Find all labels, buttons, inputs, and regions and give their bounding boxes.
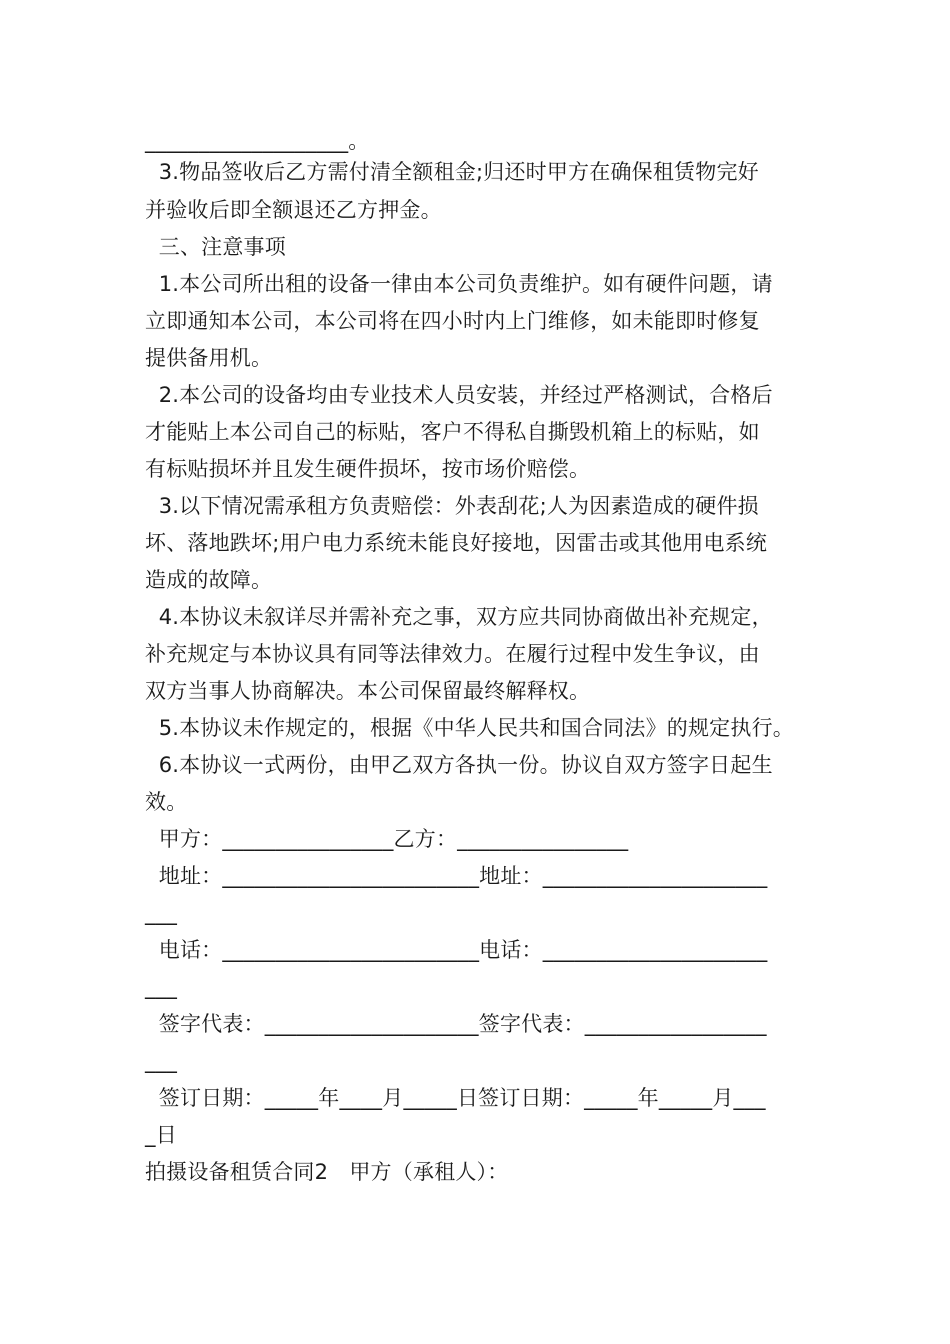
text-line: 双方当事人协商解决。本公司保留最终解释权。	[145, 679, 591, 703]
text-line: 3.以下情况需承租方负责赔偿：外表刮花;人为因素造成的硬件损	[145, 494, 759, 518]
text-line: ___________________。	[145, 129, 370, 153]
text-line: 补充规定与本协议具有同等法律效力。在履行过程中发生争议，由	[145, 642, 760, 666]
text-line: _日	[145, 1123, 177, 1147]
text-line: 5.本协议未作规定的，根据《中华人民共和国合同法》的规定执行。	[145, 716, 794, 740]
text-line: 立即通知本公司，本公司将在四小时内上门维修，如未能即时修复	[145, 309, 760, 333]
party-line: 甲方：________________乙方：________________	[145, 827, 629, 851]
text-line: 提供备用机。	[145, 346, 273, 370]
address-line: 地址：________________________地址：_____________________	[145, 864, 768, 888]
section-heading: 三、注意事项	[145, 235, 286, 259]
signature-line: 签字代表：____________________签字代表：_________________	[145, 1012, 767, 1036]
phone-line: 电话：________________________电话：_____________________	[145, 938, 768, 962]
next-contract-title: 拍摄设备租赁合同2 甲方（承租人）：	[145, 1160, 509, 1184]
text-line: 2.本公司的设备均由专业技术人员安装，并经过严格测试，合格后	[145, 383, 773, 407]
text-line: 6.本协议一式两份，由甲乙双方各执一份。协议自双方签字日起生	[145, 753, 773, 777]
text-line: 有标贴损坏并且发生硬件损坏，按市场价赔偿。	[145, 457, 591, 481]
text-line: 并验收后即全额退还乙方押金。	[145, 198, 442, 222]
text-line: 造成的故障。	[145, 568, 273, 592]
text-line: 3.物品签收后乙方需付清全额租金;归还时甲方在确保租赁物完好	[145, 160, 759, 184]
text-line: ___	[145, 901, 178, 925]
text-line: ___	[145, 975, 178, 999]
date-line: 签订日期：_____年____月_____日签订日期：_____年_____月___	[145, 1086, 766, 1110]
text-line: 才能贴上本公司自己的标贴，客户不得私自撕毁机箱上的标贴，如	[145, 420, 760, 444]
text-line: 坏、落地跌坏;用户电力系统未能良好接地，因雷击或其他用电系统	[145, 531, 768, 555]
text-line: 效。	[145, 790, 188, 814]
text-line: 4.本协议未叙详尽并需补充之事，双方应共同协商做出补充规定，	[145, 605, 773, 629]
text-line: ___	[145, 1049, 178, 1073]
text-line: 1.本公司所出租的设备一律由本公司负责维护。如有硬件问题，请	[145, 272, 773, 296]
